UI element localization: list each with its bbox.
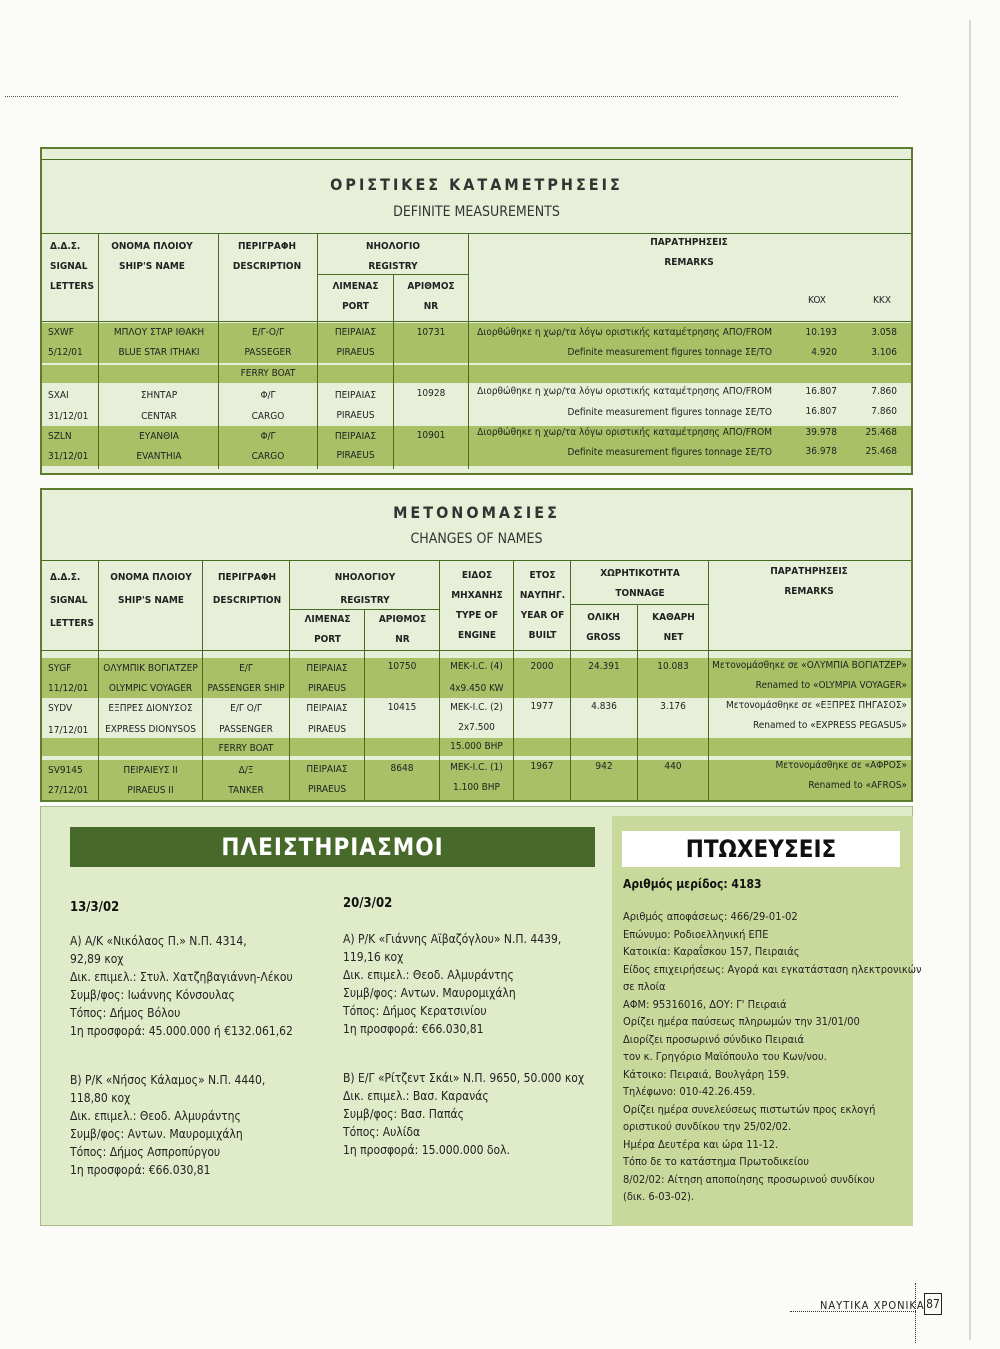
cell-gross: 24.391: [588, 661, 620, 672]
header-registry: ΝΗΟΛΟΓΙΟΥ REGISTRY: [334, 572, 396, 606]
names-title: ΜΕΤΟΝΟΜΑΣΙΕΣ: [393, 503, 560, 522]
header-name: ΟΝΟΜΑ ΠΛΟΙΟΥ SHIP'S NAME: [111, 241, 193, 272]
cell-name: ΜΠΛΟΥ ΣΤΑΡ ΙΘΑΚΗ: [113, 327, 205, 338]
header-year: ΕΤΟΣ ΝΑΥΠΗΓ. YEAR OF BUILT: [519, 570, 566, 641]
header-gross: ΟΛΙΚΗ GROSS: [586, 612, 621, 643]
header-desc: ΠΕΡΙΓΡΑΦΗ DESCRIPTION: [212, 572, 282, 606]
cell-desc: FERRY BOAT: [240, 368, 296, 379]
header-port: ΛΙΜΕΝΑΣ PORT: [304, 614, 351, 645]
cell-name: EVANTHIA: [136, 451, 182, 462]
cell-name: EXPRESS DIONYSOS: [105, 724, 196, 735]
cell-name: ΕΞΠΡΕΣ ΔΙΟΝΥΣΟΣ: [108, 703, 193, 714]
cell-desc: FERRY BOAT: [218, 743, 274, 754]
auction-item: Β) Ε/Γ «Ρίτζεντ Σκάι» Ν.Π. 9650, 50.000 κοχ Δικ. επιμελ.: Βασ. Καρανάς Συμβ/φος: Βασ. Παπάς Τόπος: Αυλίδα 1η προσφορά: 15.000.000 δολ.: [343, 1071, 585, 1157]
cell-gross: 4.836: [591, 701, 617, 712]
cell-kox: 36.978: [805, 446, 837, 457]
cell-name: ΠΕΙΡΑΙΕΥΣ ΙΙ: [123, 765, 178, 776]
cell-port: ΠΕΙΡΑΙΑΣ: [306, 703, 348, 714]
bankruptcy-issue: Αριθμός μερίδος: 4183: [623, 877, 762, 891]
cell-desc: PASSENGER SHIP: [207, 683, 285, 694]
cell-remark: Renamed to «OLYMPIA VOYAGER»: [755, 680, 907, 691]
cell-kox: 39.978: [805, 427, 837, 438]
tonnage-rule: [571, 604, 709, 605]
cell-gross: 942: [595, 761, 613, 772]
cell-nr: 10928: [416, 388, 446, 399]
names-subtitle: CHANGES OF NAMES: [410, 531, 543, 547]
cell-desc: Δ/Ξ: [238, 765, 254, 776]
bankruptcy-details: Αριθμός αποφάσεως: 466/29-01-02 Επώνυμο: Ροδιοελληνική ΕΠΕ Κατοικία: Καραΐσκου 157, Πειραιάς Είδος επιχειρήσεως: Αγορά και εγκατάσταση ηλεκτρονικών σε πλοία ΑΦΜ: 95316016, ΔΟΥ: Γ' Πειραιά Ορίζει ημέρα παύσεως πληρωμών την 31/01/00 Διορίζει προσωρινό σύνδικο Πειραιά τον κ. Γρηγόριο Μαϊόπουλο του Κων/νου. Κάτοικο: Πειραιά, Βουλγάρη 159. Τηλέφωνο: 010-42.26.459. Ορίζει ημέρα συνελεύσεως πιστωτών προς εκλογή οριστικού συνδίκου την 25/02/02. Ημέρα Δευτέρα και ώρα 11-12. Τόπο δε το κατάστημα Πρωτοδικείου 8/02/02: Αίτηση αποποίησης προσωρινού συνδίκου (δικ. 6-03-02).: [623, 910, 922, 1203]
header-remarks: ΠΑΡΑΤΗΡΗΣΕΙΣ REMARKS: [770, 566, 848, 597]
cell-desc: CARGO: [251, 451, 285, 462]
cell-net: 440: [664, 761, 682, 772]
cell-net: 10.083: [657, 661, 689, 672]
auction-item: Β) Ρ/Κ «Νήσος Κάλαμος» Ν.Π. 4440, 118,80 κοχ Δικ. επιμελ.: Θεοδ. Αλμυράντης Συμβ/φος: Αντων. Μαυρομιχάλη Τόπος: Δήμος Ασπροπύργου 1η προσφορά: €66.030,81: [70, 1073, 266, 1177]
cell-remark: Μετονομάσθηκε σε «ΑΦΡΟΣ»: [775, 760, 907, 771]
col-rule: [468, 233, 469, 469]
cell-port: PIRAEUS: [336, 410, 375, 421]
cell-nr: 10750: [387, 661, 417, 672]
header-signal: Δ.Δ.Σ. SIGNAL LETTERS: [50, 241, 94, 292]
cell-kkx: 3.106: [871, 347, 897, 358]
auction-date-1: 13/3/02: [70, 900, 120, 915]
measurements-subtitle: DEFINITE MEASUREMENTS: [393, 204, 560, 220]
cell-year: 2000: [530, 661, 554, 672]
names-section: [40, 488, 913, 802]
cell-signal: 27/12/01: [48, 785, 89, 796]
top-rule: [42, 159, 911, 160]
cell-signal: SYDV: [48, 703, 73, 714]
measurements-title: ΟΡΙΣΤΙΚΕΣ ΚΑΤΑΜΕΤΡΗΣΕΙΣ: [330, 175, 623, 194]
cell-name: ΣΗΝΤΑΡ: [140, 390, 178, 401]
cell-year: 1977: [530, 701, 554, 712]
cell-name: BLUE STAR ITHAKI: [118, 347, 200, 358]
header-port: ΛΙΜΕΝΑΣ PORT: [332, 281, 379, 312]
cell-kkx: 7.860: [871, 386, 897, 397]
cell-port: ΠΕΙΡΑΙΑΣ: [306, 764, 348, 775]
header-name: ΟΝΟΜΑ ΠΛΟΙΟΥ SHIP'S NAME: [110, 572, 192, 606]
cell-nr: 10731: [416, 327, 446, 338]
cell-desc: TANKER: [228, 785, 264, 796]
cell-port: ΠΕΙΡΑΙΑΣ: [334, 327, 377, 338]
cell-desc: Ε/Γ Ο/Γ: [230, 703, 262, 714]
page-number: 87: [924, 1293, 942, 1315]
cell-signal: 31/12/01: [48, 451, 89, 462]
cell-signal: 31/12/01: [48, 411, 89, 422]
cell-engine: 15.000 BHP: [450, 741, 503, 752]
cell-remark: Μετονομάσθηκε σε «ΕΞΠΡΕΣ ΠΗΓΑΣΟΣ»: [725, 700, 907, 711]
cell-name: CENTAR: [141, 411, 177, 422]
cell-name: PIRAEUS II: [127, 785, 174, 796]
cell-name: OLYMPIC VOYAGER: [108, 683, 193, 694]
cell-signal: SYGF: [48, 663, 72, 674]
cell-port: ΠΕΙΡΑΙΑΣ: [306, 663, 348, 674]
cell-nr: 8648: [390, 763, 414, 774]
cell-engine: ΜΕΚ-Ι.C. (1): [450, 762, 503, 773]
cell-engine: 2x7.500: [458, 722, 495, 733]
cell-engine: ΜΕΚ-Ι.C. (4): [450, 661, 503, 672]
header-bottom-rule: [42, 321, 911, 322]
header-desc: ΠΕΡΙΓΡΑΦΗ DESCRIPTION: [232, 241, 302, 272]
cell-port: PIRAEUS: [336, 450, 375, 461]
cell-year: 1967: [530, 761, 554, 772]
cell-remark: Definite measurement figures tonnage ΣΕ/TO: [567, 447, 772, 458]
auctions-title: ΠΛΕΙΣΤΗΡΙΑΣΜΟΙ: [70, 827, 595, 867]
cell-signal: 5/12/01: [48, 347, 83, 358]
header-kkx: KKX: [873, 295, 891, 306]
cell-port: ΠΕΙΡΑΙΑΣ: [334, 431, 377, 442]
cell-signal: SXWF: [48, 327, 74, 338]
auction-item: Α) Ρ/Κ «Γιάννης Αϊβαζόγλου» Ν.Π. 4439, 119,16 κοχ Δικ. επιμελ.: Θεοδ. Αλμυράντης Συμβ/φος: Αντων. Μαυρομιχάλη Τόπος: Δήμος Κερατσινίου 1η προσφορά: €66.030,81: [343, 932, 562, 1036]
cell-signal: SV9145: [48, 765, 83, 776]
cell-desc: Ε/Γ: [239, 663, 253, 674]
header-bottom-rule: [42, 650, 911, 651]
header-top-rule: [42, 560, 911, 561]
cell-kox: 4.920: [811, 347, 837, 358]
cell-desc: Φ/Γ: [260, 390, 276, 401]
cell-nr: 10415: [387, 702, 417, 713]
cell-engine: ΜΕΚ-Ι.C. (2): [450, 702, 503, 713]
auction-date-2: 20/3/02: [343, 896, 393, 911]
header-nr: ΑΡΙΘΜΟΣ NR: [378, 614, 427, 645]
cell-remark: Μετονομάσθηκε σε «ΟΛΥΜΠΙΑ ΒΟΓΙΑΤΖΕΡ»: [712, 660, 907, 671]
header-remarks: ΠΑΡΑΤΗΡΗΣΕΙΣ REMARKS: [650, 237, 728, 268]
cell-port: PIRAEUS: [307, 784, 347, 795]
cell-kkx: 25.468: [865, 446, 897, 457]
cell-name: ΕΥΑΝΘΙΑ: [139, 431, 179, 442]
cell-desc: PASSEGER: [244, 347, 292, 358]
cell-nr: 10901: [416, 430, 446, 441]
cell-remark: Διορθώθηκε η χωρ/τα λόγω οριστικής καταμέτρησης ΑΠΟ/FROM: [477, 327, 772, 338]
cell-port: PIRAEUS: [307, 683, 347, 694]
cell-kkx: 25.468: [865, 427, 897, 438]
bankruptcies-title: ΠΤΩΧΕΥΣΕΙΣ: [622, 831, 900, 867]
cell-remark: Διορθώθηκε η χωρ/τα λόγω οριστικής καταμέτρησης ΑΠΟ/FROM: [477, 386, 772, 397]
cell-port: PIRAEUS: [336, 347, 375, 358]
cell-name: ΟΛΥΜΠΙΚ ΒΟΓΙΑΤΖΕΡ: [103, 663, 198, 674]
cell-remark: Renamed to «AFROS»: [808, 780, 907, 791]
cell-port: ΠΕΙΡΑΙΑΣ: [334, 390, 377, 401]
cell-kkx: 3.058: [871, 327, 897, 338]
header-registry: ΝΗΟΛΟΓΙΟ REGISTRY: [365, 241, 421, 272]
cell-net: 3.176: [660, 701, 686, 712]
cell-port: PIRAEUS: [307, 724, 347, 735]
row-band: [42, 365, 911, 383]
page-edge: [969, 20, 971, 1340]
col-rule: [98, 233, 99, 469]
cell-desc: Ε/Γ-Ο/Γ: [251, 327, 285, 338]
cell-remark: Διορθώθηκε η χωρ/τα λόγω οριστικής καταμέτρησης ΑΠΟ/FROM: [477, 427, 772, 438]
cell-desc: Φ/Γ: [260, 431, 276, 442]
cell-remark: Definite measurement figures tonnage ΣΕ/TO: [567, 407, 772, 418]
cell-engine: 1.100 BHP: [453, 782, 500, 793]
cell-kox: 16.807: [805, 386, 837, 397]
footer-vrule: [915, 1283, 916, 1343]
cell-signal: SZLN: [48, 431, 72, 442]
cell-kox: 16.807: [805, 406, 837, 417]
header-kox: KOX: [808, 295, 826, 306]
cell-kkx: 7.860: [871, 406, 897, 417]
header-net: ΚΑΘΑΡΗ NET: [652, 612, 695, 643]
cell-signal: 11/12/01: [48, 683, 89, 694]
measurements-section: [40, 147, 913, 475]
top-dotted-rule: [5, 96, 898, 97]
auction-item: Α) Α/Κ «Νικόλαος Π.» Ν.Π. 4314, 92,89 κοχ Δικ. επιμελ.: Στυλ. Χατζηβαγιάννη-Λέκου Συμβ/φος: Ιωάννης Κόνσουλας Τόπος: Δήμος Βόλου 1η προσφορά: 45.000.000 ή €132.061,62: [70, 934, 293, 1038]
cell-signal: 17/12/01: [48, 725, 89, 736]
cell-signal: SXAI: [48, 390, 69, 401]
cell-desc: PASSENGER: [219, 724, 273, 735]
cell-kox: 10.193: [805, 327, 837, 338]
header-tonnage: ΧΩΡΗΤΙΚΟΤΗΤΑ TONNAGE: [600, 568, 680, 599]
magazine-name: ΝΑΥΤΙΚΑ ΧΡΟΝΙΚΑ: [820, 1299, 925, 1312]
header-signal: Δ.Δ.Σ. SIGNAL LETTERS: [50, 572, 94, 629]
cell-desc: CARGO: [251, 411, 285, 422]
cell-engine: 4x9.450 KW: [449, 683, 504, 694]
cell-remark: Definite measurement figures tonnage ΣΕ/TO: [567, 347, 772, 358]
header-engine: ΕΙΔΟΣ ΜΗΧΑΝΗΣ TYPE OF ENGINE: [451, 570, 503, 641]
header-nr: ΑΡΙΘΜΟΣ NR: [407, 281, 455, 312]
cell-remark: Renamed to «EXPRESS PEGASUS»: [752, 720, 907, 731]
